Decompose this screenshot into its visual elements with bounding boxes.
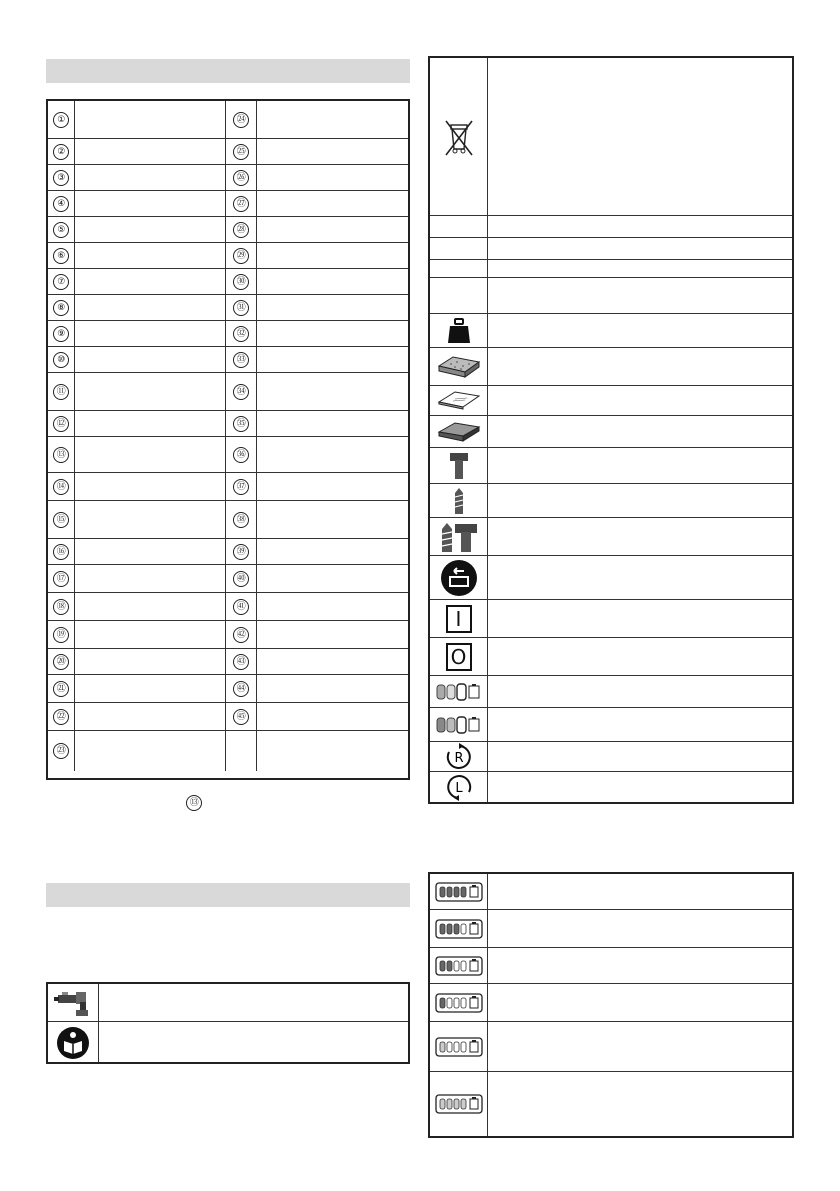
part-name-left [75,347,226,373]
hammering-icon [430,448,487,484]
part-number-badge: ㊵ [233,571,249,587]
part-number-left [48,295,75,321]
part-name-right [257,243,408,269]
part-number-left [48,165,75,191]
battery-remaining-icon [430,1022,487,1072]
battery-segment [447,924,452,934]
part-number-right [226,295,257,321]
part-number-badge: ④ [53,196,69,212]
part-number-left [48,437,75,473]
part-name-left [75,295,226,321]
part-number-badge: ㊷ [233,627,249,643]
part-name-right [257,217,408,243]
part-number-badge: ㉔ [233,112,249,128]
battery-segment [440,1099,445,1109]
part-number-right [226,165,257,191]
battery-segment [440,924,445,934]
part-number-badge: ⑭ [53,479,69,495]
part-name-left [75,243,226,269]
part-number-left [48,347,75,373]
battery-segment [454,1099,459,1109]
part-name-right [257,565,408,593]
part-number-right [226,191,257,217]
switch-on-icon [430,600,487,638]
battery-segment [447,998,452,1008]
battery-segment [454,924,459,934]
symbol-table [428,56,794,804]
part-name-left [75,565,226,593]
part-number-badge: ㉗ [233,196,249,212]
part-number-left [48,703,75,731]
part-name-left [75,139,226,165]
switch-off-label: O [446,643,472,671]
part-number-badge: ㉖ [233,170,249,186]
battery-segment [440,887,445,897]
read-manual-icon [56,1026,90,1060]
part-number-badge: ㉛ [233,300,249,316]
part-name-right [257,501,408,539]
part-number-right [226,703,257,731]
part-number-badge: ㊴ [233,544,249,560]
rotation-right-icon [430,742,487,772]
part-number-badge: ㉜ [233,326,249,342]
part-number-badge: ⑯ [53,544,69,560]
part-name-right [257,165,408,191]
part-number-badge: ⑮ [53,512,69,528]
part-name-right [257,675,408,703]
part-name-right [257,649,408,675]
part-name-left [75,649,226,675]
part-number-badge: ㊺ [233,709,249,725]
part-number-badge: ㉓ [53,743,69,759]
part-number-badge: ⑤ [53,222,69,238]
section-header-bar-1 [46,59,410,83]
part-number-badge: ㊲ [233,479,249,495]
part-number-left [48,565,75,593]
part-name-left [75,593,226,621]
part-name-left [75,473,226,501]
part-number-right [226,539,257,565]
part-number-right [226,501,257,539]
part-number-left [48,373,75,411]
part-name-right [257,437,408,473]
part-name-left [75,217,226,243]
part-name-right [257,539,408,565]
battery-remaining-icon [430,1072,487,1136]
part-number-badge: ㉙ [233,248,249,264]
part-number-badge: ㉞ [233,384,249,400]
hammer-drill-icon [430,518,487,556]
part-number-left [48,321,75,347]
concrete-block-icon [430,348,487,386]
part-name-left [75,411,226,437]
battery-remaining-icon [430,948,487,984]
part-number-left [48,675,75,703]
battery-segment [447,1042,452,1052]
part-number-left [48,473,75,501]
footnote-ref-number: ⑬ [186,795,202,811]
part-number-left [48,217,75,243]
part-number-left [48,649,75,675]
part-number-left [48,731,75,771]
part-number-right [226,139,257,165]
section-header-bar-2 [46,883,410,907]
weight-icon [430,314,487,348]
remove-battery-icon [430,556,487,600]
footnote-ref [186,794,202,811]
part-number-right [226,437,257,473]
part-number-badge: ③ [53,170,69,186]
part-number-badge: ㊹ [233,681,249,697]
part-name-left [75,437,226,473]
battery-segment [454,1042,459,1052]
battery-indicator-table [428,872,794,1138]
battery-segment [447,887,452,897]
part-name-right [257,295,408,321]
part-number-right [226,675,257,703]
battery-remaining-icon [430,910,487,948]
rotation-left-letter: L [454,781,463,796]
wood-panel-icon [430,386,487,416]
part-name-right [257,703,408,731]
part-number-badge: ㉘ [233,222,249,238]
part-number-badge: ⑦ [53,274,69,290]
part-number-badge: ⑳ [53,654,69,670]
part-number-badge: ㊶ [233,599,249,615]
part-number-left [48,139,75,165]
part-number-badge: ㊳ [233,512,249,528]
part-number-left [48,539,75,565]
part-number-left [48,243,75,269]
part-number-badge: ㉑ [53,681,69,697]
rotation-right-letter: R [453,751,464,766]
part-name-right [257,269,408,295]
part-number-right [226,565,257,593]
drill-bit-icon [430,484,487,518]
part-number-badge: ㊸ [233,654,249,670]
rotation-left-icon [430,772,487,802]
part-name-left [75,101,226,139]
part-name-right [257,321,408,347]
part-number-badge: ㉒ [53,709,69,725]
part-number-badge: ⑩ [53,352,69,368]
part-number-right [226,621,257,649]
part-number-right [226,321,257,347]
part-name-right [257,621,408,649]
battery-segment [461,887,466,897]
part-name-right [257,473,408,501]
part-name-left [75,373,226,411]
part-name-left [75,269,226,295]
part-number-left [48,269,75,295]
battery-segment [447,961,452,971]
battery-segment [461,998,466,1008]
crossed-bin-icon [430,113,487,163]
part-number-left [48,593,75,621]
part-number-right [226,217,257,243]
part-name-right [257,373,408,411]
metal-plate-icon [430,416,487,448]
battery-segment [461,1099,466,1109]
part-number-badge: ㉟ [233,416,249,432]
part-number-badge: ⑰ [53,571,69,587]
part-name-left [75,731,226,771]
part-number-right [226,593,257,621]
part-number-right [226,101,257,139]
battery-segment [454,961,459,971]
battery-segment [461,1042,466,1052]
part-name-left [75,675,226,703]
part-number-badge: ⑫ [53,416,69,432]
part-name-right [257,411,408,437]
part-number-badge: ⑲ [53,627,69,643]
part-number-badge: ① [53,112,69,128]
battery-segment [440,1042,445,1052]
part-number-right [226,243,257,269]
battery-segment [447,1099,452,1109]
part-name-left [75,539,226,565]
part-name-left [75,165,226,191]
part-name-left [75,321,226,347]
part-number-badge: ⑨ [53,326,69,342]
part-number-badge: ⑪ [53,384,69,400]
part-name-right [257,191,408,217]
battery-segment [440,998,445,1008]
part-number-badge: ⑧ [53,300,69,316]
part-number-left [48,411,75,437]
battery-segment [461,924,466,934]
battery-remaining-icon [430,984,487,1022]
battery-segment [461,961,466,971]
part-number-badge: ② [53,144,69,160]
part-number-badge: ㉝ [233,352,249,368]
rotary-hammer-icon [54,986,92,1018]
part-number-right [226,347,257,373]
switch-on-label: I [446,605,472,633]
part-number-left [48,101,75,139]
part-number-badge: ⑱ [53,599,69,615]
part-number-right [226,411,257,437]
parts-list-table [46,99,410,780]
part-number-right [226,731,257,771]
battery-level-icon [430,708,487,742]
switch-off-icon [430,638,487,676]
part-name-right [257,731,408,771]
part-name-left [75,621,226,649]
battery-remaining-icon [430,874,487,910]
part-number-left [48,191,75,217]
battery-segment [454,998,459,1008]
part-name-right [257,347,408,373]
part-number-left [48,501,75,539]
part-number-badge: ㉚ [233,274,249,290]
part-number-left [48,621,75,649]
part-name-right [257,593,408,621]
part-name-right [257,101,408,139]
part-name-right [257,139,408,165]
part-number-badge: ㉕ [233,144,249,160]
part-name-left [75,191,226,217]
part-number-right [226,473,257,501]
battery-segment [454,887,459,897]
part-number-badge: ⑬ [53,447,69,463]
part-name-left [75,703,226,731]
part-number-badge: ⑥ [53,248,69,264]
battery-segment [440,961,445,971]
battery-level-icon [430,676,487,708]
part-name-left [75,501,226,539]
part-number-right [226,269,257,295]
part-number-right [226,649,257,675]
part-number-badge: ㊱ [233,447,249,463]
part-number-right [226,373,257,411]
tool-symbol-table [46,982,410,1064]
